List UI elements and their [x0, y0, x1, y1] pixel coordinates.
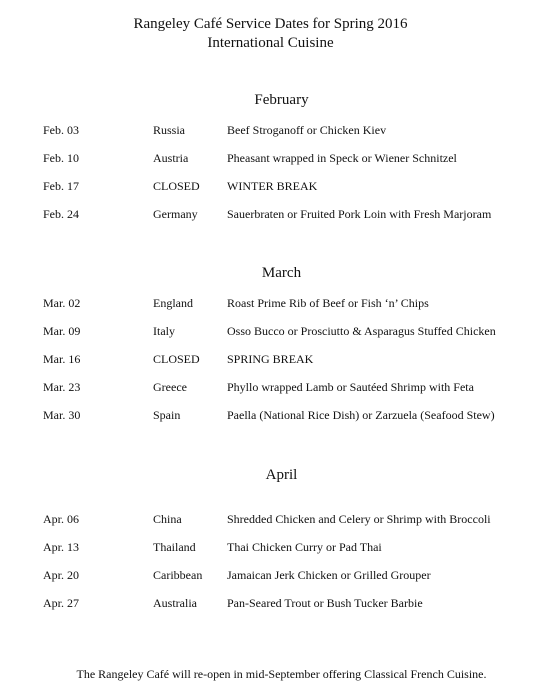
row-menu: WINTER BREAK: [227, 179, 318, 193]
row-menu: Paella (National Rice Dish) or Zarzuela (Seafood Stew): [227, 408, 495, 422]
row-country: CLOSED: [153, 179, 200, 193]
row-country: Spain: [153, 408, 181, 422]
row-date: Apr. 20: [43, 568, 79, 582]
row-date: Mar. 23: [43, 380, 81, 394]
schedule-row: [0, 595, 541, 611]
schedule-row: [0, 511, 541, 527]
row-date: Feb. 17: [43, 179, 79, 193]
schedule-row: [0, 379, 541, 395]
row-country: Greece: [153, 380, 187, 394]
footer-note: The Rangeley Café will re-open in mid-September offering Classical French Cuisine.: [76, 667, 487, 681]
row-date: Feb. 24: [43, 207, 79, 221]
row-date: Mar. 30: [43, 408, 81, 422]
row-menu: Osso Bucco or Prosciutto & Asparagus Stuffed Chicken: [227, 324, 496, 338]
row-menu: SPRING BREAK: [227, 352, 314, 366]
row-country: Caribbean: [153, 568, 203, 582]
schedule-row: [0, 539, 541, 555]
row-country: CLOSED: [153, 352, 200, 366]
row-menu: Shredded Chicken and Celery or Shrimp with Broccoli: [227, 512, 491, 526]
row-menu: Thai Chicken Curry or Pad Thai: [227, 540, 382, 554]
row-menu: Roast Prime Rib of Beef or Fish ‘n’ Chips: [227, 296, 429, 310]
schedule-row: [0, 567, 541, 583]
month-heading-march: March: [261, 265, 302, 281]
row-country: England: [153, 296, 193, 310]
row-country: China: [153, 512, 182, 526]
row-date: Mar. 16: [43, 352, 81, 366]
page-subtitle: International Cuisine: [207, 35, 334, 51]
row-country: Germany: [153, 207, 198, 221]
schedule-row: [0, 351, 541, 367]
row-country: Thailand: [153, 540, 196, 554]
row-menu: Pheasant wrapped in Speck or Wiener Schnitzel: [227, 151, 457, 165]
month-heading-april: April: [265, 467, 298, 483]
schedule-row: [0, 122, 541, 138]
month-heading-february: February: [254, 92, 309, 108]
row-menu: Pan-Seared Trout or Bush Tucker Barbie: [227, 596, 423, 610]
row-menu: Jamaican Jerk Chicken or Grilled Grouper: [227, 568, 431, 582]
schedule-row: [0, 178, 541, 194]
row-country: Australia: [153, 596, 197, 610]
row-country: Russia: [153, 123, 186, 137]
row-date: Feb. 03: [43, 123, 79, 137]
row-country: Austria: [153, 151, 189, 165]
row-menu: Sauerbraten or Fruited Pork Loin with Fresh Marjoram: [227, 207, 492, 221]
schedule-row: [0, 150, 541, 166]
row-date: Apr. 27: [43, 596, 79, 610]
page-title: Rangeley Café Service Dates for Spring 2016: [133, 16, 408, 32]
schedule-row: [0, 206, 541, 222]
row-date: Apr. 06: [43, 512, 79, 526]
row-date: Feb. 10: [43, 151, 79, 165]
row-menu: Beef Stroganoff or Chicken Kiev: [227, 123, 387, 137]
row-date: Mar. 02: [43, 296, 81, 310]
row-country: Italy: [153, 324, 175, 338]
schedule-row: [0, 323, 541, 339]
row-date: Mar. 09: [43, 324, 81, 338]
row-menu: Phyllo wrapped Lamb or Sautéed Shrimp with Feta: [227, 380, 474, 394]
row-date: Apr. 13: [43, 540, 79, 554]
schedule-row: [0, 407, 541, 423]
schedule-row: [0, 295, 541, 311]
